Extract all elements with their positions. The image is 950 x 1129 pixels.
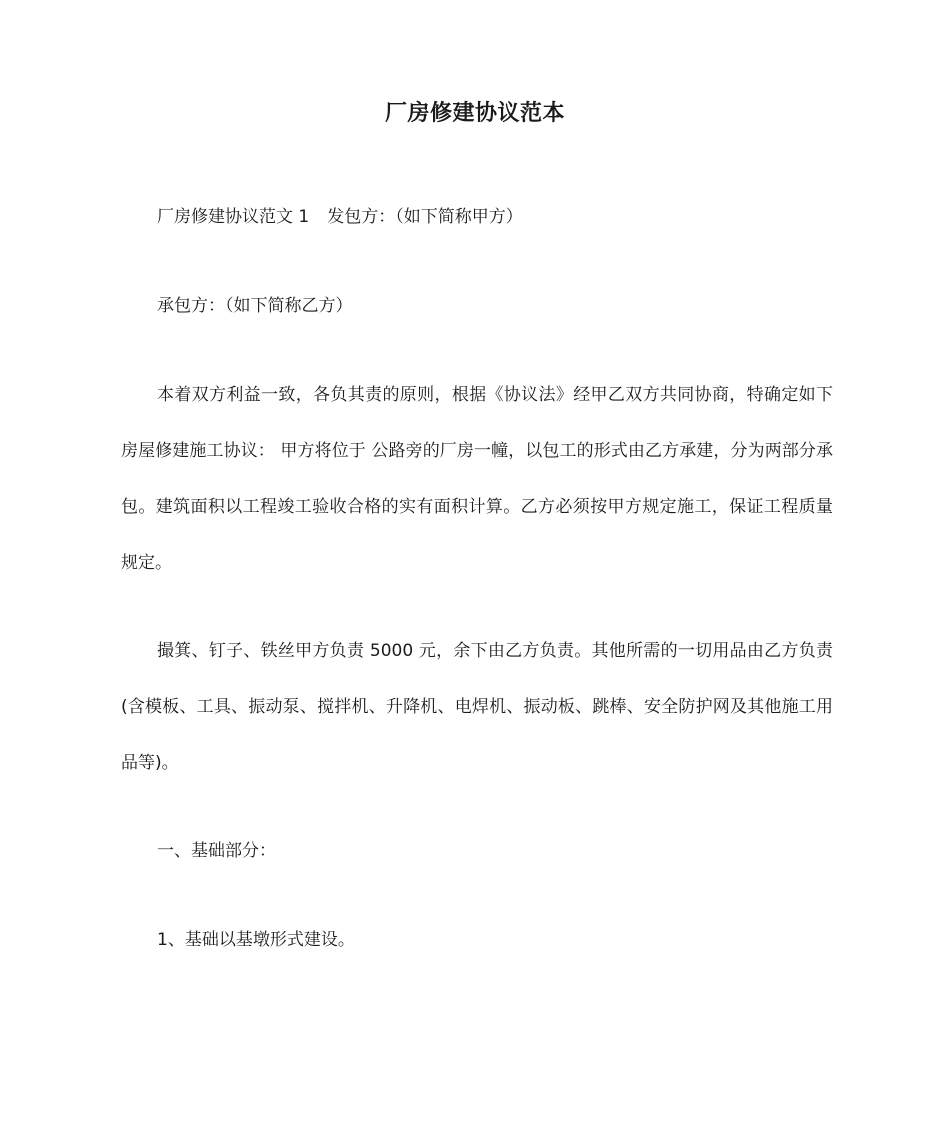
contractor-line: 承包方：（如下简称乙方） <box>157 296 353 316</box>
list-item: 1、基础以基墩形式建设。 <box>157 930 355 950</box>
employer-label: 发包方：（如下简称甲方） <box>327 207 523 227</box>
materials-paragraph: 撮箕、钉子、铁丝甲方负责 5000 元，余下由乙方负责。其他所需的一切用品由乙方负责(含模板、工具、振动泵、搅拌机、升降机、电焊机、振动板、跳棒、安全防护网及其他施工用品等)。 <box>121 641 833 773</box>
agreement-heading-line <box>121 189 833 245</box>
intro-paragraph: 本着双方利益一致，各负其责的原则，根据《协议法》经甲乙双方共同协商，特确定如下房屋修建施工协议： 甲方将位于 公路旁的厂房一幢，以包工的形式由乙方承建，分为两部分承包。建筑面积以工程竣工验收合格的实有面积计算。乙方必须按甲方规定施工，保证工程质量规定。 <box>121 385 833 573</box>
section-heading: 一、基础部分： <box>157 841 276 861</box>
agreement-subtitle: 厂房修建协议范文 1 <box>157 207 310 227</box>
document-title: 厂房修建协议范本 <box>384 101 565 126</box>
